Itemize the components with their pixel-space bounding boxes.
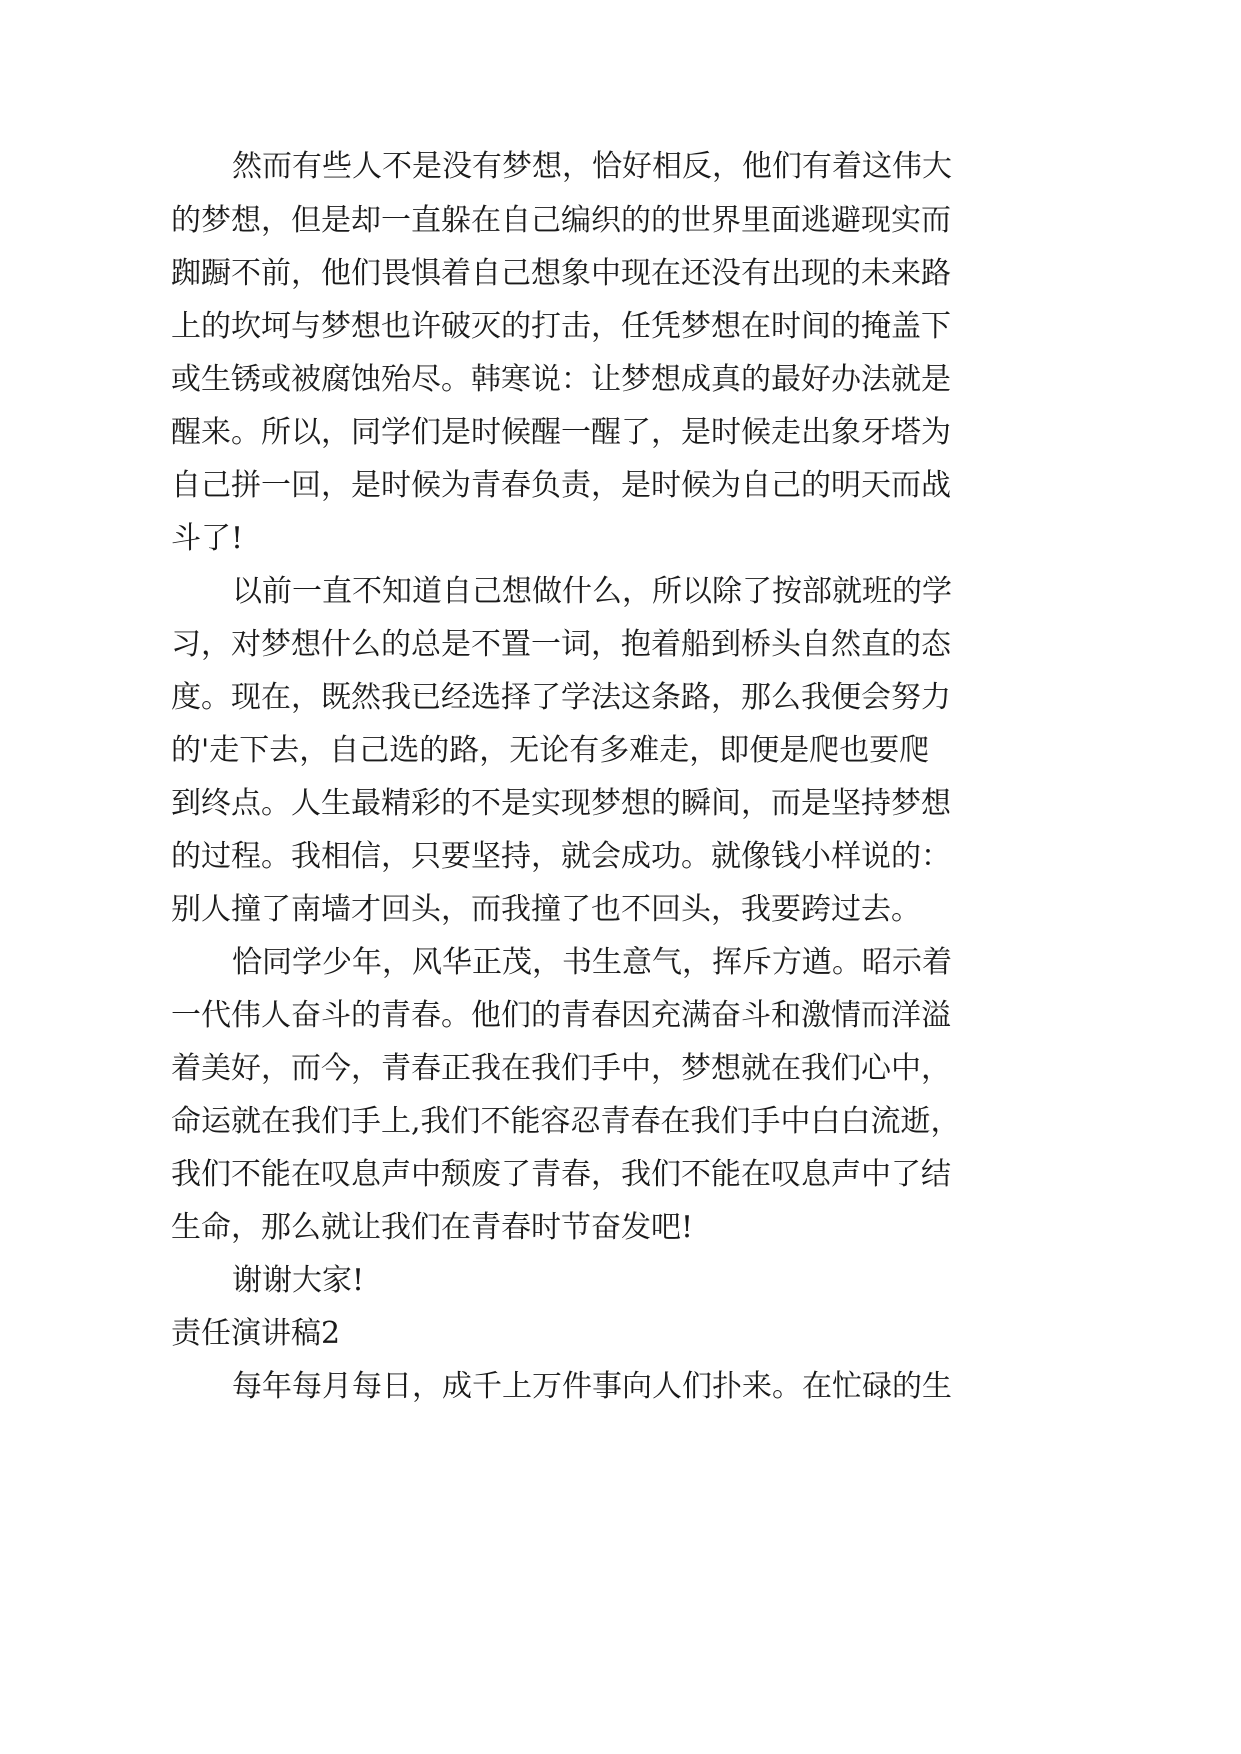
paragraph-line: 度。现在，既然我已经选择了学法这条路，那么我便会努力 — [171, 680, 951, 715]
paragraph-line: 的过程。我相信，只要坚持，就会成功。就像钱小样说的： — [171, 839, 951, 874]
paragraph-line: 踟蹰不前，他们畏惧着自己想象中现在还没有出现的未来路 — [171, 256, 951, 291]
paragraph-line: 别人撞了南墙才回头，而我撞了也不回头，我要跨过去。 — [171, 892, 921, 927]
paragraph-line: 的'走下去，自己选的路，无论有多难走，即便是爬也要爬 — [171, 733, 930, 768]
paragraph-line: 斗了! — [171, 521, 244, 556]
paragraph-line: 醒来。所以，同学们是时候醒一醒了，是时候走出象牙塔为 — [171, 415, 951, 450]
paragraph-line: 一代伟人奋斗的青春。他们的青春因充满奋斗和激情而洋溢 — [171, 998, 951, 1033]
paragraph-line: 命运就在我们手上,我们不能容忍青春在我们手中白白流逝， — [171, 1104, 961, 1139]
paragraph-line: 生命，那么就让我们在青春时节奋发吧! — [171, 1210, 694, 1245]
closing-line: 谢谢大家! — [232, 1263, 365, 1298]
paragraph-line: 的梦想，但是却一直躲在自己编织的的世界里面逃避现实而 — [171, 203, 951, 238]
paragraph-line: 上的坎坷与梦想也许破灭的打击，任凭梦想在时间的掩盖下 — [171, 309, 951, 344]
paragraph-line: 每年每月每日，成千上万件事向人们扑来。在忙碌的生 — [232, 1369, 952, 1404]
paragraph-line: 或生锈或被腐蚀殆尽。韩寒说：让梦想成真的最好办法就是 — [171, 362, 951, 397]
paragraph-line: 以前一直不知道自己想做什么，所以除了按部就班的学 — [232, 574, 952, 609]
paragraph-line: 到终点。人生最精彩的不是实现梦想的瞬间，而是坚持梦想 — [171, 786, 951, 821]
paragraph-line: 我们不能在叹息声中颓废了青春，我们不能在叹息声中了结 — [171, 1157, 951, 1192]
paragraph-line: 恰同学少年，风华正茂，书生意气，挥斥方遒。昭示着 — [232, 945, 952, 980]
paragraph-line: 着美好，而今，青春正我在我们手中，梦想就在我们心中， — [171, 1051, 951, 1086]
paragraph-line: 习，对梦想什么的总是不置一词，抱着船到桥头自然直的态 — [171, 627, 951, 662]
paragraph-line: 自己拼一回，是时候为青春负责，是时候为自己的明天而战 — [171, 468, 951, 503]
paragraph-line: 然而有些人不是没有梦想，恰好相反，他们有着这伟大 — [232, 149, 952, 184]
section-heading: 责任演讲稿2 — [171, 1316, 341, 1351]
